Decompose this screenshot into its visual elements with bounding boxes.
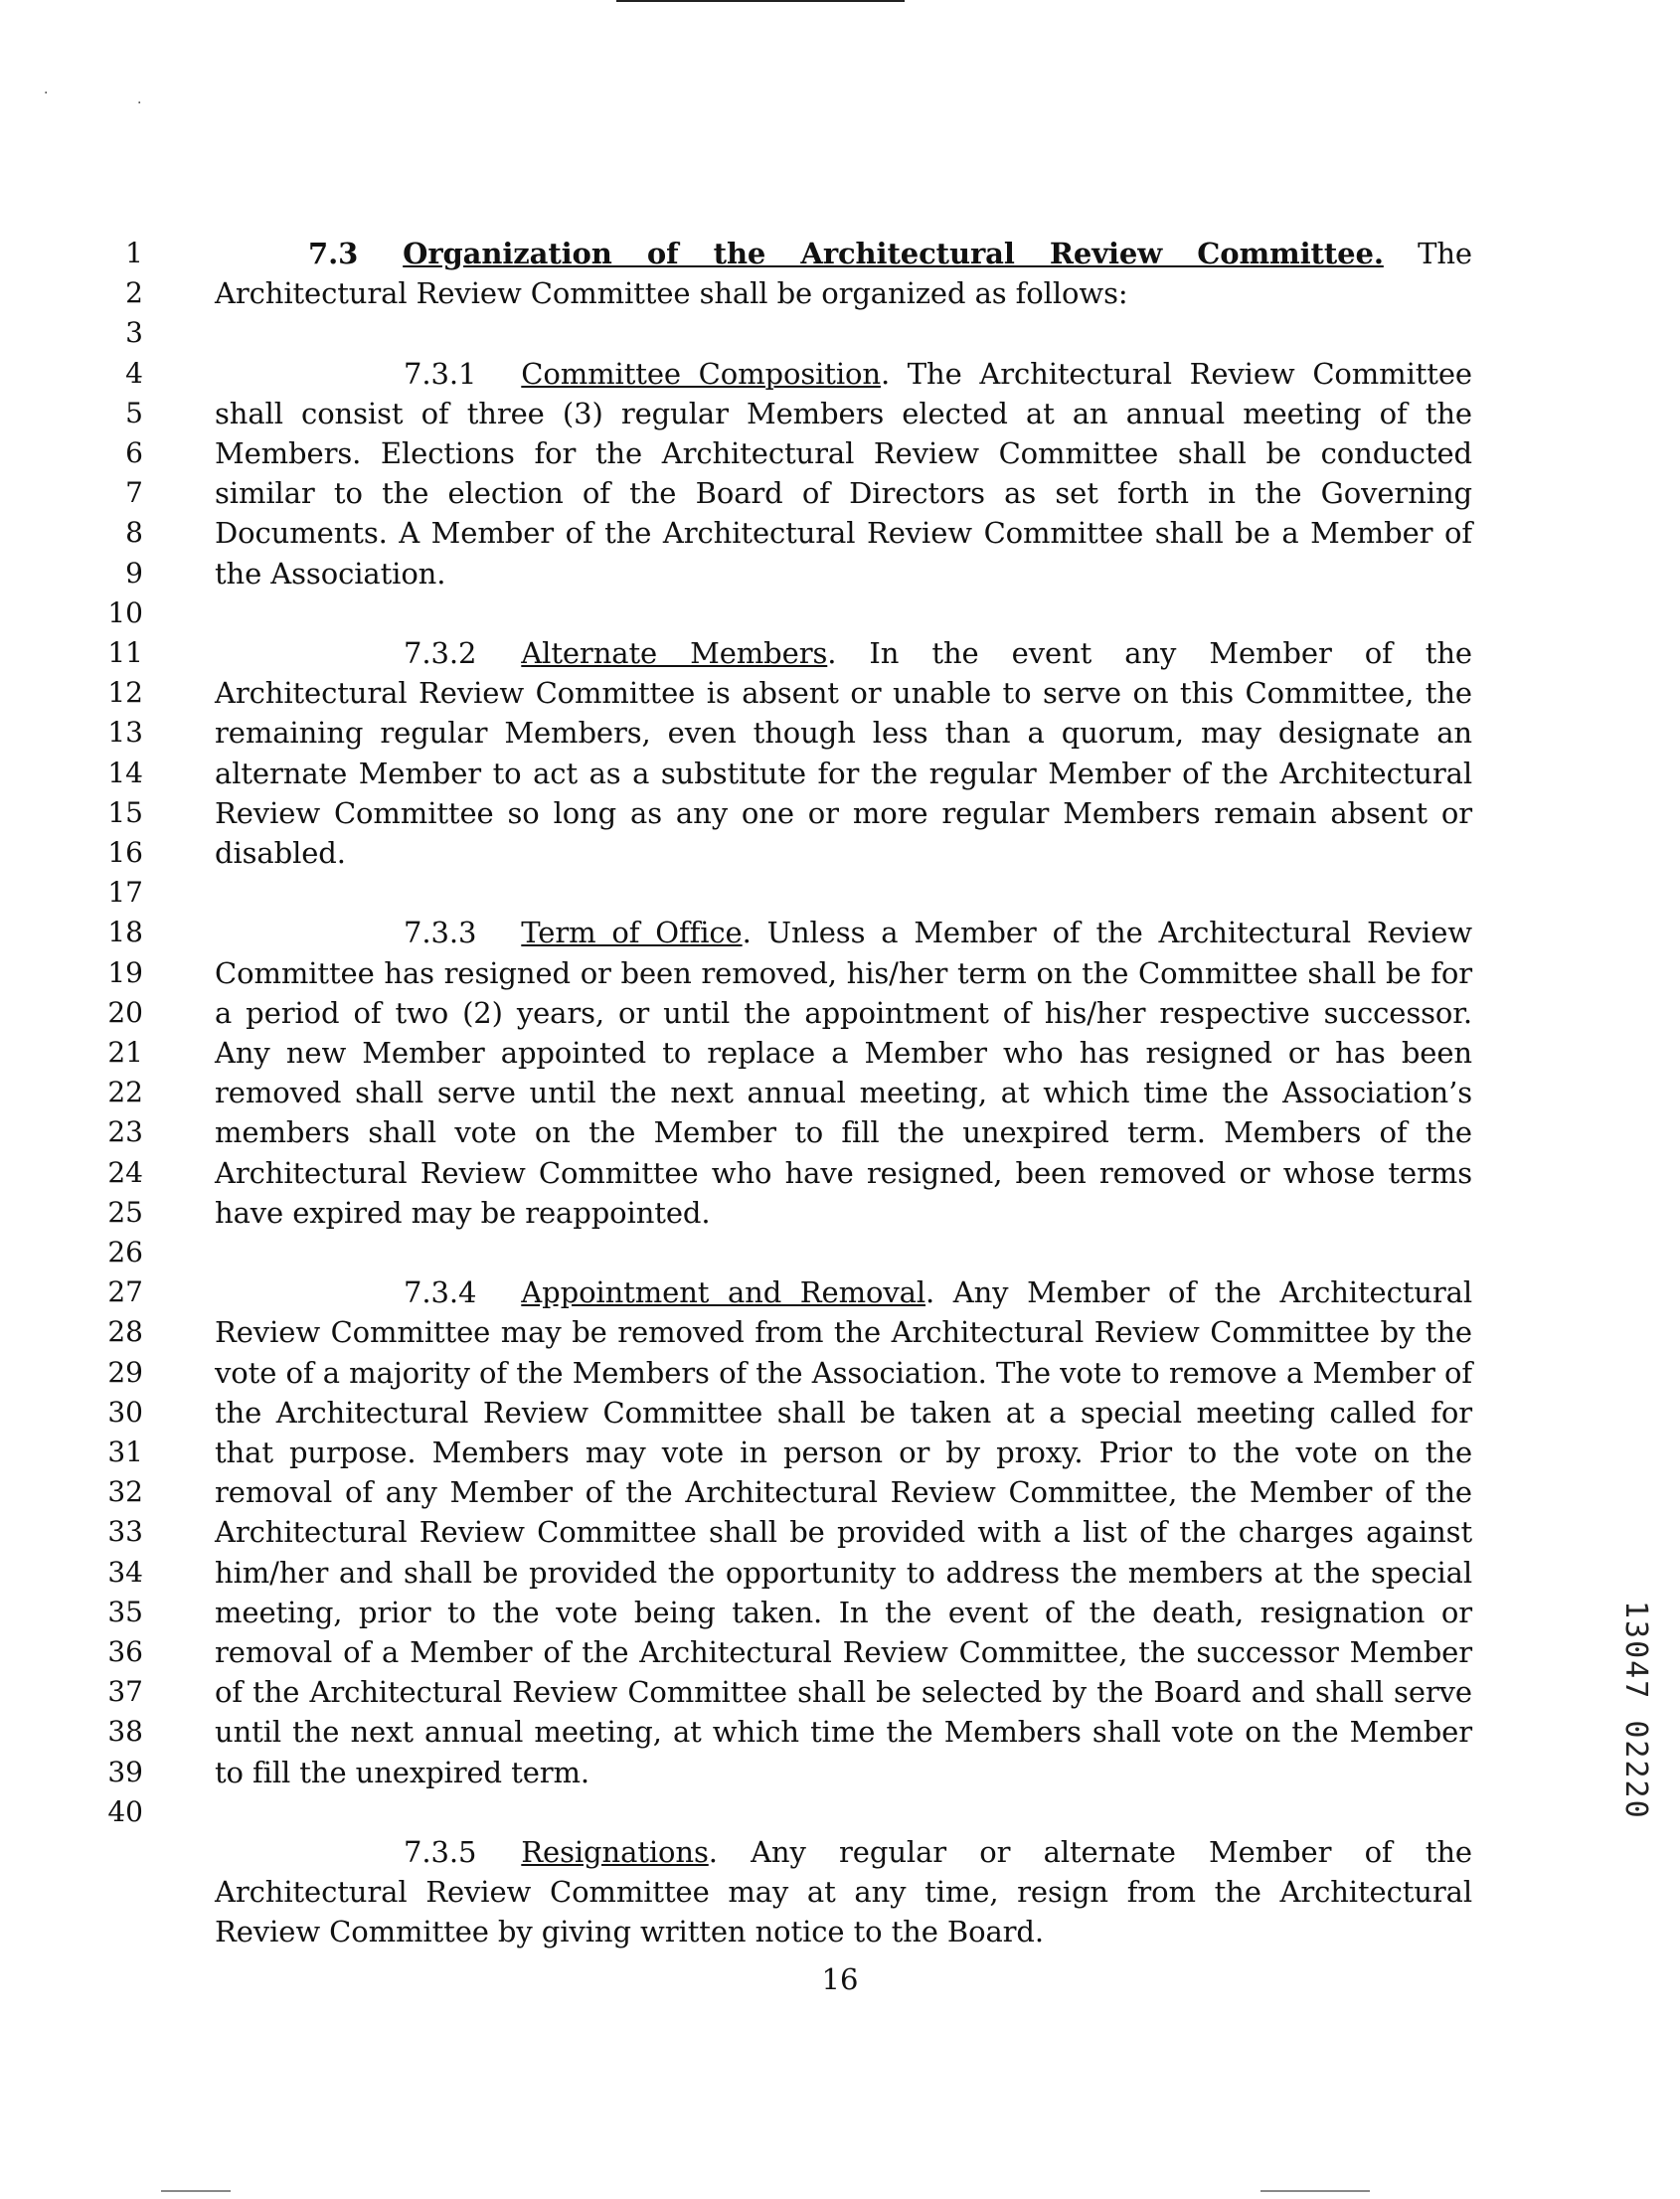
line-number: 3 <box>125 316 143 350</box>
subsection-number: 7.3.3 <box>404 916 477 950</box>
bottom-edge-mark <box>161 2190 231 2192</box>
scan-speck: · <box>44 85 49 101</box>
line-number: 19 <box>107 955 143 989</box>
subsection-title: Committee Composition <box>521 356 881 391</box>
line-number: 39 <box>107 1755 143 1788</box>
document-body <box>215 234 1472 1952</box>
line-number: 28 <box>107 1315 143 1349</box>
line-number: 33 <box>107 1515 143 1549</box>
line-number: 22 <box>107 1076 143 1109</box>
line-number: 30 <box>107 1395 143 1429</box>
subsection-number: 7.3.4 <box>404 1275 477 1310</box>
subsection-title: Resignations <box>521 1835 709 1870</box>
line-number: 14 <box>107 756 143 789</box>
page-number: 16 <box>821 1962 859 1996</box>
subsection-7-3-4 <box>215 1272 1472 1792</box>
subsection-text: . In the event any Member of the Architectural Review Committee is absent or unable to serve on this Committee, the remaining regular Members, even though less than a quorum, may designate an alternate Member to act as a substitute for the regular Member of the Architectural Review Committee so long as any one or more regular Members remain absent or disabled. <box>215 636 1472 871</box>
subsection-text: . Any Member of the Architectural Review Committee may be removed from the Architectural Review Committee by the vote of a majority of the Members of the Association. The vote to remove a Member of the Architectural Review Committee shall be taken at a special meeting called for that purpose. Members may vote in person or by proxy. Prior to the vote on the removal of any Member of the Architectural Review Committee, the Member of the Architectural Review Committee shall be provided with a list of the charges against him/her and shall be provided the opportunity to address the members at the special meeting, prior to the vote being taken. In the event of the death, resignation or removal of a Member of the Architectural Review Committee, the successor Member of the Architectural Review Committee shall be selected by the Board and shall serve until the next annual meeting, at which time the Members shall vote on the Member to fill the unexpired term. <box>215 1275 1472 1789</box>
line-number: 13 <box>107 716 143 750</box>
line-number: 27 <box>107 1275 143 1309</box>
subsection-title: Term of Office <box>521 916 743 950</box>
bottom-edge-mark <box>1260 2190 1370 2192</box>
subsection-text: . Unless a Member of the Architectural Review Committee has resigned or been removed, his/her term on the Committee shall be for a period of two (2) years, or until the appointment of his/her respective successor. Any new Member appointed to replace a Member who has resigned or has been removed shall serve until the next annual meeting, at which time the Association’s members shall vote on the Member to fill the unexpired term. Members of the Architectural Review Committee who have resigned, been removed or whose terms have expired may be reappointed. <box>215 916 1472 1230</box>
section-intro: The Architectural Review Committee shall be organized as follows: <box>215 237 1472 311</box>
line-number: 29 <box>107 1355 143 1389</box>
line-number: 23 <box>107 1115 143 1149</box>
line-number: 32 <box>107 1475 143 1509</box>
line-number: 37 <box>107 1675 143 1709</box>
line-number: 7 <box>125 476 143 510</box>
subsection-number: 7.3.1 <box>404 356 477 391</box>
line-number: 24 <box>107 1155 143 1189</box>
subsection-text: . The Architectural Review Committee shall consist of three (3) regular Members elected at an annual meeting of the Members. Elections for the Architectural Review Committee shall be conducted similar to the election of the Board of Directors as set forth in the Governing Documents. A Member of the Architectural Review Committee shall be a Member of the Association. <box>215 356 1472 591</box>
line-number: 34 <box>107 1555 143 1589</box>
line-number: 31 <box>107 1436 143 1468</box>
section-number: 7.3 <box>308 237 359 270</box>
line-number: 9 <box>125 556 143 590</box>
subsection-title: Appointment and Removal <box>521 1275 926 1310</box>
line-number: 10 <box>107 595 143 629</box>
line-number: 20 <box>107 995 143 1029</box>
line-number: 8 <box>125 516 143 550</box>
section-title: Organization of the Architectural Review Committee. <box>403 237 1384 270</box>
line-number: 17 <box>107 876 143 910</box>
line-number: 16 <box>107 836 143 869</box>
subsection-7-3-1 <box>215 354 1472 593</box>
subsection-number: 7.3.2 <box>404 636 477 670</box>
line-number: 15 <box>107 795 143 829</box>
line-number: 11 <box>107 636 143 669</box>
line-number: 26 <box>107 1236 143 1269</box>
line-number: 21 <box>107 1036 143 1069</box>
line-number: 4 <box>125 356 143 390</box>
line-number: 25 <box>107 1195 143 1229</box>
line-number: 40 <box>107 1794 143 1828</box>
line-number: 1 <box>125 237 143 269</box>
line-number: 2 <box>125 276 143 310</box>
line-number: 12 <box>107 676 143 710</box>
line-number: 36 <box>107 1635 143 1668</box>
line-number: 5 <box>125 396 143 429</box>
subsection-7-3-3 <box>215 913 1472 1233</box>
subsection-title: Alternate Members <box>521 636 828 670</box>
subsection-text: . Any regular or alternate Member of the Architectural Review Committee may at any time, resign from the Architectural Review Committee by giving written notice to the Board. <box>215 1835 1472 1949</box>
subsection-7-3-5 <box>215 1832 1472 1952</box>
recording-stamp: 13047 02220 <box>1618 1601 1653 1820</box>
line-number: 35 <box>107 1595 143 1628</box>
scan-speck: · <box>137 95 142 111</box>
section-7-3 <box>215 234 1472 313</box>
line-number: 38 <box>107 1715 143 1749</box>
line-number: 18 <box>107 916 143 949</box>
top-edge-rule <box>616 0 905 2</box>
subsection-7-3-2 <box>215 633 1472 873</box>
line-number: 6 <box>125 436 143 469</box>
subsection-number: 7.3.5 <box>404 1835 477 1870</box>
